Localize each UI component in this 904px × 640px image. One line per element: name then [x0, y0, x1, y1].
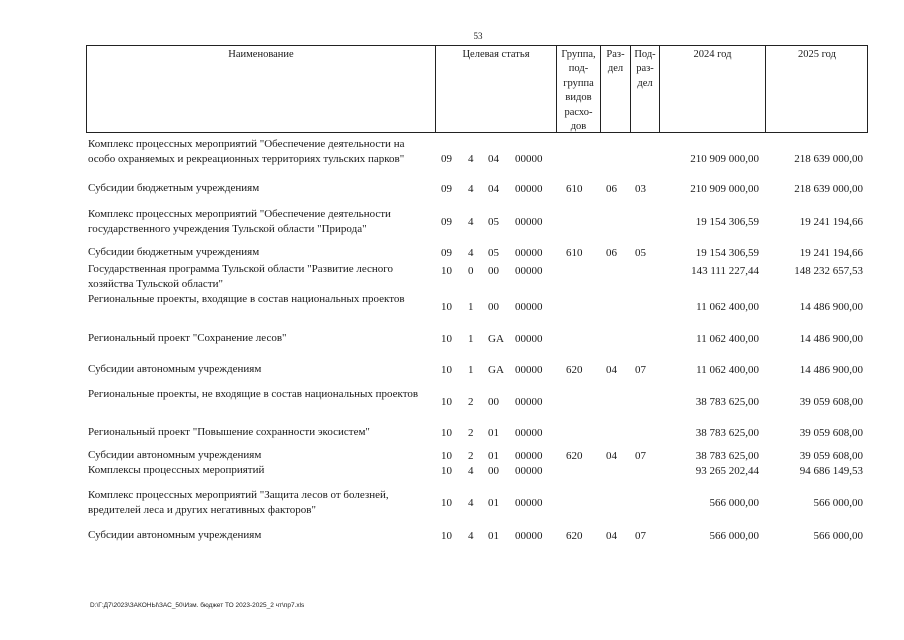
table-header	[86, 45, 868, 133]
row-t3: 01	[488, 427, 499, 439]
row-y2025: 39 059 608,00	[799, 396, 863, 408]
row-t4: 00000	[515, 333, 543, 345]
row-group: 620	[566, 450, 583, 462]
row-y2025: 19 241 194,66	[799, 216, 863, 228]
header-2024: 2024 год	[659, 46, 765, 132]
row-t3: 00	[488, 301, 499, 313]
row-t4: 00000	[515, 530, 543, 542]
row-t1: 10	[441, 530, 452, 542]
row-t3: 01	[488, 530, 499, 542]
row-y2024: 566 000,00	[709, 497, 759, 509]
row-t3: 05	[488, 247, 499, 259]
row-section: 04	[606, 450, 617, 462]
row-subsection: 07	[635, 364, 646, 376]
row-t3: 04	[488, 153, 499, 165]
row-y2024: 143 111 227,44	[691, 265, 759, 277]
row-t4: 00000	[515, 450, 543, 462]
row-y2024: 38 783 625,00	[695, 427, 759, 439]
row-subsection: 07	[635, 530, 646, 542]
row-t2: 2	[468, 427, 474, 439]
row-y2024: 19 154 306,59	[695, 216, 759, 228]
row-y2025: 14 486 900,00	[799, 364, 863, 376]
row-t4: 00000	[515, 396, 543, 408]
header-target: Целевая статья	[435, 46, 556, 132]
row-t2: 4	[468, 183, 474, 195]
row-name: Комплекс процессных мероприятий "Защита лесов от болезней, вредителей леса и других негативных факторов"	[88, 489, 389, 516]
row-y2024: 19 154 306,59	[695, 247, 759, 259]
row-t2: 0	[468, 265, 474, 277]
row-t4: 00000	[515, 216, 543, 228]
row-t4: 00000	[515, 364, 543, 376]
row-y2024: 11 062 400,00	[696, 333, 759, 345]
header-subsection: Под-раз-дел	[630, 46, 659, 132]
row-section: 06	[606, 247, 617, 259]
row-name: Комплекс процессных мероприятий "Обеспечение деятельности государственного учреждения Тульской области "Природа"	[88, 208, 391, 235]
row-section: 04	[606, 364, 617, 376]
row-t3: 00	[488, 396, 499, 408]
row-group: 620	[566, 364, 583, 376]
row-name: Региональные проекты, не входящие в состав национальных проектов	[88, 388, 419, 400]
row-y2025: 218 639 000,00	[794, 183, 863, 195]
row-y2024: 38 783 625,00	[695, 450, 759, 462]
row-t1: 10	[441, 364, 452, 376]
file-path: D:\Г:Д7\2023\ЗАКОНЫ\ЗАС_50\Изм. бюджет ТО 2023-2025_2 чт\пр7.xls	[90, 602, 305, 609]
row-t2: 4	[468, 530, 474, 542]
row-name: Субсидии бюджетным учреждениям	[88, 182, 260, 194]
row-t3: 04	[488, 183, 499, 195]
row-t1: 10	[441, 465, 452, 477]
page-number: 53	[473, 31, 483, 41]
row-t2: 4	[468, 216, 474, 228]
row-t1: 10	[441, 265, 452, 277]
header-group: Группа, под-группа видов расхо-дов	[556, 46, 600, 132]
row-group: 610	[566, 247, 583, 259]
row-group: 610	[566, 183, 583, 195]
row-t1: 10	[441, 450, 452, 462]
row-t1: 10	[441, 396, 452, 408]
row-y2024: 11 062 400,00	[696, 364, 759, 376]
row-name: Региональные проекты, входящие в состав национальных проектов	[88, 293, 405, 305]
row-t4: 00000	[515, 265, 543, 277]
row-name: Субсидии бюджетным учреждениям	[88, 246, 260, 258]
row-y2025: 148 232 657,53	[794, 265, 863, 277]
row-t1: 10	[441, 497, 452, 509]
row-t1: 10	[441, 301, 452, 313]
row-t2: 1	[468, 301, 474, 313]
row-name: Субсидии автономным учреждениям	[88, 449, 262, 461]
header-2025: 2025 год	[765, 46, 868, 132]
row-y2025: 19 241 194,66	[799, 247, 863, 259]
row-group: 620	[566, 530, 583, 542]
row-name: Комплекс процессных мероприятий "Обеспечение деятельности на особо охраняемых и рекреационных территориях тульских парков"	[88, 138, 405, 165]
row-name: Комплексы процессных мероприятий	[88, 464, 265, 476]
row-y2024: 566 000,00	[709, 530, 759, 542]
row-subsection: 05	[635, 247, 646, 259]
row-t3: 00	[488, 465, 499, 477]
row-name: Субсидии автономным учреждениям	[88, 363, 262, 375]
row-t1: 09	[441, 247, 452, 259]
row-t4: 00000	[515, 153, 543, 165]
row-t4: 00000	[515, 427, 543, 439]
row-y2025: 39 059 608,00	[799, 450, 863, 462]
header-section: Раз-дел	[600, 46, 630, 132]
row-subsection: 03	[635, 183, 646, 195]
row-y2024: 210 909 000,00	[690, 153, 759, 165]
row-t4: 00000	[515, 497, 543, 509]
row-t3: 01	[488, 450, 499, 462]
row-t3: 01	[488, 497, 499, 509]
row-t2: 4	[468, 465, 474, 477]
row-y2025: 566 000,00	[813, 497, 863, 509]
row-t1: 09	[441, 153, 452, 165]
row-name: Региональный проект "Сохранение лесов"	[88, 332, 287, 344]
row-t1: 10	[441, 427, 452, 439]
row-name: Субсидии автономным учреждениям	[88, 529, 262, 541]
row-y2025: 14 486 900,00	[799, 301, 863, 313]
row-t2: 2	[468, 450, 474, 462]
row-t2: 1	[468, 364, 474, 376]
row-section: 04	[606, 530, 617, 542]
row-t4: 00000	[515, 247, 543, 259]
row-t2: 4	[468, 497, 474, 509]
row-t2: 4	[468, 247, 474, 259]
row-t1: 10	[441, 333, 452, 345]
row-y2025: 218 639 000,00	[794, 153, 863, 165]
row-name: Региональный проект "Повышение сохранности экосистем"	[88, 426, 370, 438]
row-y2025: 566 000,00	[813, 530, 863, 542]
row-t3: GA	[488, 364, 504, 376]
row-subsection: 07	[635, 450, 646, 462]
row-t1: 09	[441, 216, 452, 228]
row-t2: 1	[468, 333, 474, 345]
row-section: 06	[606, 183, 617, 195]
row-t2: 4	[468, 153, 474, 165]
row-name: Государственная программа Тульской области "Развитие лесного хозяйства Тульской области"	[88, 263, 394, 290]
row-y2024: 210 909 000,00	[690, 183, 759, 195]
header-name: Наименование	[228, 49, 294, 60]
row-y2025: 14 486 900,00	[799, 333, 863, 345]
row-t2: 2	[468, 396, 474, 408]
row-t4: 00000	[515, 465, 543, 477]
row-t4: 00000	[515, 183, 543, 195]
row-y2025: 39 059 608,00	[799, 427, 863, 439]
row-y2024: 38 783 625,00	[695, 396, 759, 408]
row-t4: 00000	[515, 301, 543, 313]
row-t3: GA	[488, 333, 504, 345]
row-y2025: 94 686 149,53	[799, 465, 863, 477]
row-t1: 09	[441, 183, 452, 195]
row-y2024: 93 265 202,44	[695, 465, 759, 477]
row-t3: 05	[488, 216, 499, 228]
row-t3: 00	[488, 265, 499, 277]
row-y2024: 11 062 400,00	[696, 301, 759, 313]
